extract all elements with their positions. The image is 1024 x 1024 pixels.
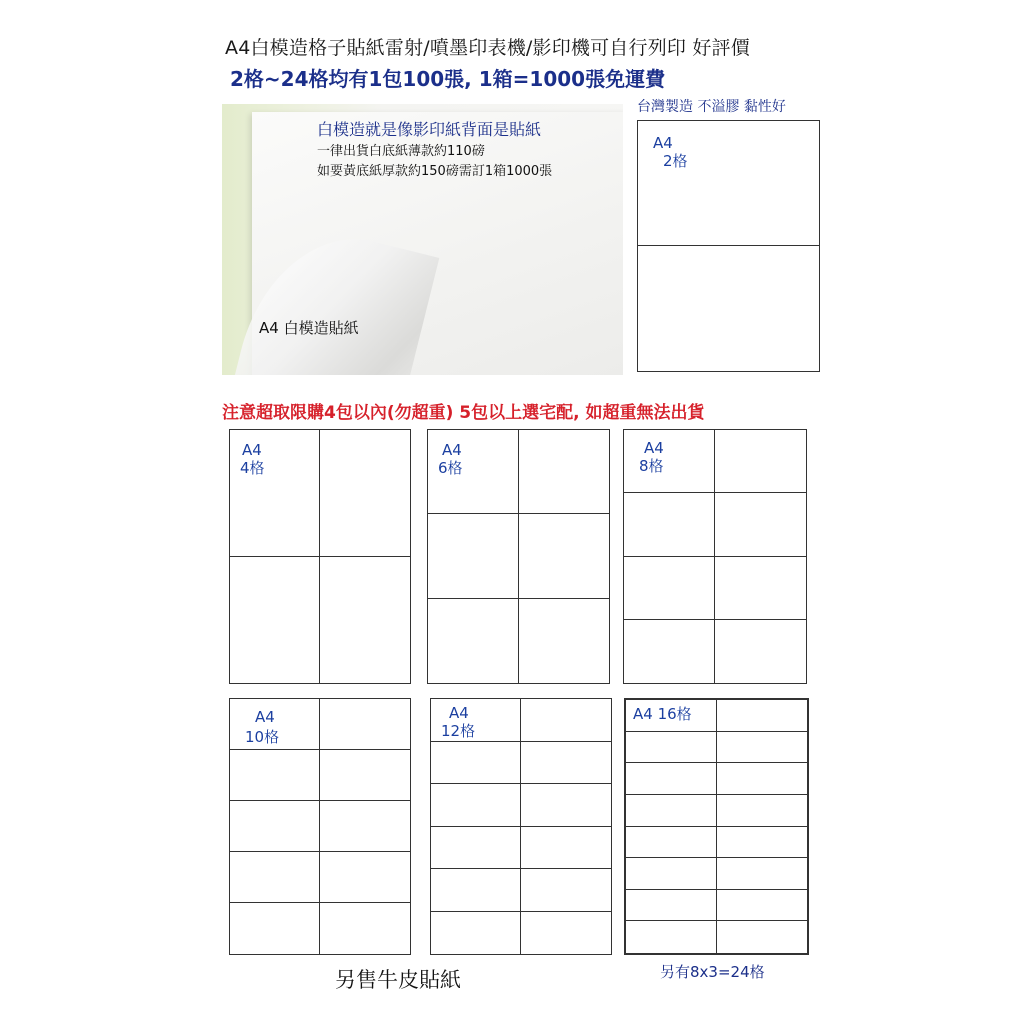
sheet-label-count: 2格	[663, 152, 688, 170]
label-cell	[717, 700, 808, 732]
sheet-label-a4: A4	[242, 441, 262, 459]
sheet-grid-cells	[626, 700, 807, 953]
label-cell	[715, 493, 806, 556]
photo-caption-line2: 一律出貨白底紙薄款約110磅	[317, 144, 485, 159]
sheet-4-grid	[229, 429, 411, 684]
label-cell	[626, 890, 717, 922]
header-title: A4白模造格子貼紙雷射/噴墨印表機/影印機可自行列印 好評價	[225, 37, 750, 59]
sheet-12-grid	[430, 698, 612, 955]
label-cell	[715, 557, 806, 620]
label-cell	[626, 921, 717, 953]
sheet-label-a4: A4	[442, 441, 462, 459]
sheet-label-a4: A4	[644, 439, 664, 457]
label-cell	[521, 742, 611, 785]
photo-caption-line3: 如要黃底紙厚款約150磅需訂1箱1000張	[317, 164, 553, 179]
sheet-label-a4: A4	[255, 708, 275, 726]
sheet-label-count: 12格	[441, 722, 476, 740]
label-cell	[638, 246, 819, 371]
label-cell	[717, 921, 808, 953]
label-cell	[428, 599, 519, 683]
photo-caption-main: 白模造就是像影印紙背面是貼紙	[317, 120, 542, 139]
label-cell	[624, 493, 715, 556]
sheet-label-count: 4格	[240, 459, 265, 477]
label-cell	[624, 430, 715, 493]
label-cell	[431, 742, 521, 785]
label-cell	[717, 795, 808, 827]
label-cell	[230, 557, 320, 684]
label-cell	[717, 890, 808, 922]
purchase-limit-notice: 注意超取限購4包以內(勿超重) 5包以上選宅配, 如超重無法出貨	[222, 403, 705, 423]
sheet-label-a4: A4	[449, 704, 469, 722]
label-cell	[428, 514, 519, 598]
label-cell	[320, 699, 410, 750]
label-cell	[431, 827, 521, 870]
label-cell	[521, 699, 611, 742]
label-cell	[431, 912, 521, 955]
label-cell	[320, 903, 410, 954]
label-cell	[320, 430, 410, 557]
label-cell	[519, 514, 610, 598]
label-cell	[431, 784, 521, 827]
label-cell	[320, 750, 410, 801]
label-cell	[624, 620, 715, 683]
sheet-label-a4: A4 16格	[633, 705, 692, 723]
sheet-8-grid	[623, 429, 807, 684]
sheet-6-grid	[427, 429, 610, 684]
label-cell	[521, 784, 611, 827]
label-cell	[230, 903, 320, 954]
label-cell	[320, 852, 410, 903]
kraft-sticker-note: 另售牛皮貼紙	[335, 968, 461, 992]
promo-line: 2格~24格均有1包100張, 1箱=1000張免運費	[230, 67, 666, 91]
label-cell	[717, 732, 808, 764]
label-cell	[626, 858, 717, 890]
label-cell	[521, 869, 611, 912]
product-photo	[222, 104, 623, 375]
feature-line: 台灣製造 不溢膠 黏性好	[637, 99, 786, 115]
sheet-16-grid	[624, 698, 809, 955]
sheet-10-grid	[229, 698, 411, 955]
label-cell	[320, 557, 410, 684]
label-cell	[717, 858, 808, 890]
label-cell	[626, 763, 717, 795]
label-cell	[521, 827, 611, 870]
label-cell	[715, 620, 806, 683]
sheet-label-count: 10格	[245, 728, 280, 746]
label-cell	[230, 852, 320, 903]
label-cell	[519, 430, 610, 514]
label-cell	[626, 827, 717, 859]
label-cell	[717, 763, 808, 795]
label-cell	[521, 912, 611, 955]
sheet-label-a4: A4	[653, 134, 673, 152]
extra-24-grid-note: 另有8x3=24格	[660, 963, 765, 981]
sheet-2-grid	[637, 120, 820, 372]
label-cell	[624, 557, 715, 620]
photo-product-label: A4 白模造貼紙	[259, 319, 359, 337]
label-cell	[717, 827, 808, 859]
label-cell	[626, 732, 717, 764]
label-cell	[626, 795, 717, 827]
label-cell	[230, 801, 320, 852]
label-cell	[320, 801, 410, 852]
label-cell	[431, 869, 521, 912]
sheet-label-count: 6格	[438, 459, 463, 477]
label-cell	[715, 430, 806, 493]
label-cell	[230, 750, 320, 801]
sheet-label-count: 8格	[639, 457, 664, 475]
label-cell	[519, 599, 610, 683]
